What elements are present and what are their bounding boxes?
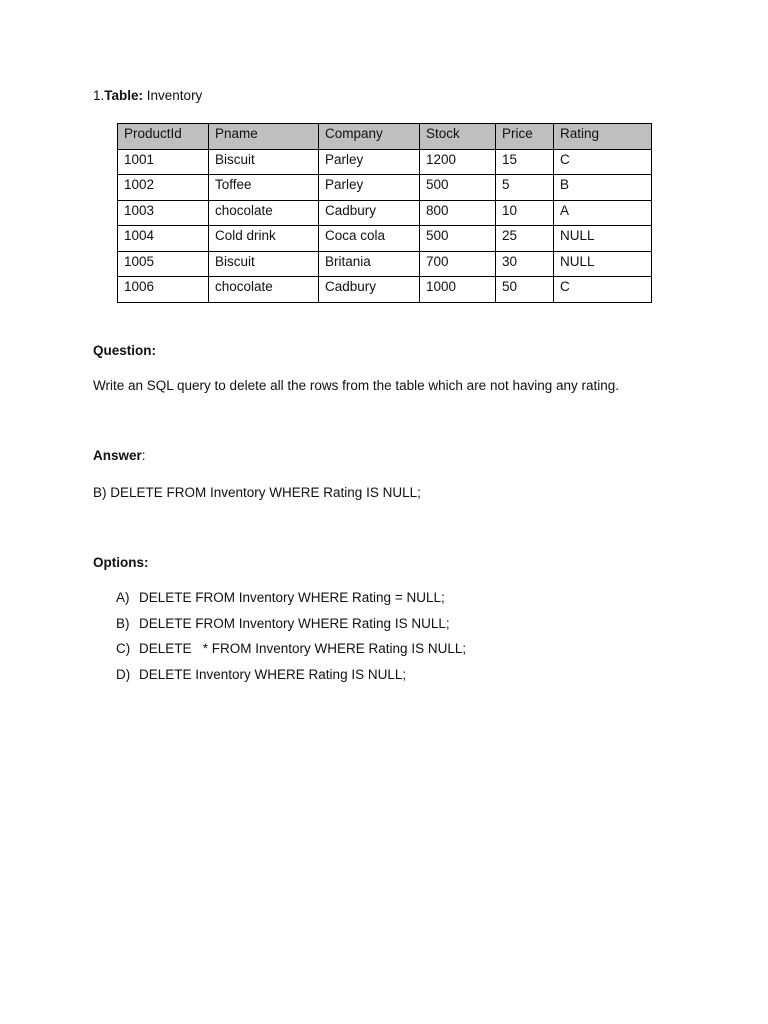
option-letter: C): [116, 641, 131, 657]
table-label: Table:: [104, 88, 144, 103]
inventory-table: [117, 123, 652, 303]
table-row: [118, 200, 652, 226]
question-number: 1.: [93, 88, 105, 103]
column-header: Rating: [554, 124, 652, 150]
table-cell: 25: [496, 226, 554, 252]
question-text: Write an SQL query to delete all the rows from the table which are not having any rating.: [93, 378, 620, 393]
option-item: [116, 640, 466, 666]
table-cell: 1000: [420, 277, 496, 303]
table-heading: [93, 87, 202, 105]
answer-heading: [93, 447, 146, 465]
table-cell: A: [554, 200, 652, 226]
table-cell: C: [554, 149, 652, 175]
column-header: Company: [319, 124, 420, 150]
table-cell: Britania: [319, 251, 420, 277]
option-letter: D): [116, 667, 131, 683]
table-cell: 1200: [420, 149, 496, 175]
table-cell: 1006: [118, 277, 209, 303]
table-cell: 15: [496, 149, 554, 175]
table-cell: Cadbury: [319, 200, 420, 226]
answer-text: B) DELETE FROM Inventory WHERE Rating IS NULL;: [93, 485, 421, 500]
options-list: [116, 589, 466, 692]
table-cell: 700: [420, 251, 496, 277]
table-cell: 10: [496, 200, 554, 226]
option-text: DELETE FROM Inventory WHERE Rating IS NULL;: [139, 615, 450, 631]
table-row: [118, 149, 652, 175]
table-header-row: [118, 124, 652, 150]
table-name: Inventory: [143, 88, 203, 103]
option-text: DELETE Inventory WHERE Rating IS NULL;: [139, 667, 407, 683]
table-cell: NULL: [554, 226, 652, 252]
table-cell: NULL: [554, 251, 652, 277]
table-cell: 800: [420, 200, 496, 226]
option-letter: B): [116, 615, 130, 631]
column-header: Price: [496, 124, 554, 150]
table-row: [118, 175, 652, 201]
table-cell: 1003: [118, 200, 209, 226]
table-cell: Toffee: [209, 175, 319, 201]
options-label: Options:: [93, 555, 149, 570]
table-cell: chocolate: [209, 200, 319, 226]
table-cell: 1004: [118, 226, 209, 252]
table-cell: 1001: [118, 149, 209, 175]
table-cell: 1005: [118, 251, 209, 277]
question-label: Question:: [93, 343, 156, 358]
table-cell: 5: [496, 175, 554, 201]
table-cell: Biscuit: [209, 251, 319, 277]
column-header: Stock: [420, 124, 496, 150]
answer-colon: :: [141, 448, 146, 463]
table-cell: Cadbury: [319, 277, 420, 303]
table-cell: Parley: [319, 149, 420, 175]
answer-label: Answer: [93, 448, 142, 463]
table-row: [118, 251, 652, 277]
table-cell: Biscuit: [209, 149, 319, 175]
table-cell: chocolate: [209, 277, 319, 303]
table-cell: 50: [496, 277, 554, 303]
table-cell: C: [554, 277, 652, 303]
option-item: [116, 666, 466, 692]
table-cell: B: [554, 175, 652, 201]
option-text: DELETE FROM Inventory WHERE Rating = NULL;: [139, 590, 445, 605]
table-cell: 500: [420, 175, 496, 201]
option-letter: A): [116, 590, 130, 605]
table-cell: Parley: [319, 175, 420, 201]
option-item: [116, 589, 466, 615]
table-row: [118, 226, 652, 252]
table-cell: 30: [496, 251, 554, 277]
table-row: [118, 277, 652, 303]
table-cell: Cold drink: [209, 226, 319, 252]
table-cell: 500: [420, 226, 496, 252]
table-cell: 1002: [118, 175, 209, 201]
option-item: [116, 615, 466, 641]
table-cell: Coca cola: [319, 226, 420, 252]
option-text: DELETE * FROM Inventory WHERE Rating IS NULL;: [139, 641, 467, 657]
column-header: Pname: [209, 124, 319, 150]
column-header: ProductId: [118, 124, 209, 150]
